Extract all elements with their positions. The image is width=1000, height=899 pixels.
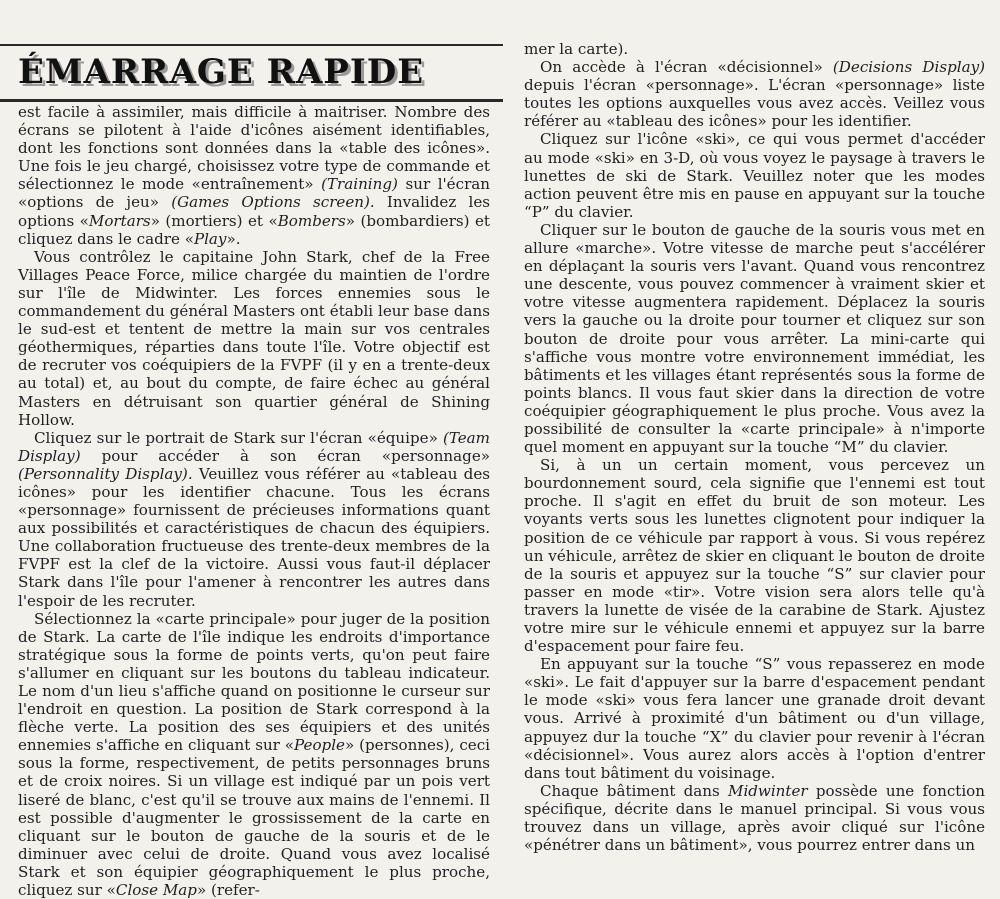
text-run: Cliquez sur le portrait de Stark sur l'écran «équipe» (34, 428, 443, 447)
text-run: pour accéder à son écran «personnage» (80, 446, 490, 465)
text-run: En appuyant sur la touche “S” vous repasserez en mode «ski». Le fait d'appuyer sur la barre d'espacement pendant le mode «ski» vous fera lancer une granade droit devant vous. Arrivé à proximité d'un bâtiment ou d'un village, appuyez dur la touche “X” du clavier pour revenir à l'écran «décisionnel». Vous aurez alors accès à l'option d'entrer dans tout bâtiment du voisinage. (524, 655, 985, 782)
italic-text: (Games Options screen). (171, 193, 375, 212)
text-run: Si, à un un certain moment, vous percevez un bourdonnement sourd, cela signifie que l'ennemi est tout proche. Il s'agit en effet du bruit de son moteur. Les voyants verts sous les lunettes clignotent pour indiquer la position de ce véhicule par rapport à vous. Si vous repérez un véhicule, arrêtez de skier en cliquant le bouton de droite de la souris et appuyez sur la touche “S” sur clavier pour passer en mode «tir». Votre vision sera alors telle qu'à travers la lunette de visée de la carabine de Stark. Ajustez votre mire sur le véhicule ennemi et appuyez sur la barre d'espacement pour faire feu. (524, 456, 985, 656)
paragraph (18, 429, 490, 610)
right-column (524, 40, 985, 854)
paragraph (18, 610, 490, 899)
left-column (18, 103, 490, 899)
italic-text: Play (193, 229, 227, 248)
italic-text: (Personnality Display). (18, 464, 193, 483)
italic-text: (Decisions Display) (832, 58, 985, 77)
text-run: Veuillez vous référer au «tableau des icônes» pour les identifier chacune. Tous les écrans «personnage» fournissent de précieuses informations quant aux possibilités et caractéristiques de chacun des équipiers. Une collaboration fructueuse des trente-deux membres de la FVPF est la clef de la victoire. Aussi vous faut-il déplacer Stark dans l'île pour l'amener à rencontrer les autres dans l'espoir de les recruter. (18, 464, 490, 610)
paragraph (524, 655, 985, 782)
paragraph (524, 456, 985, 655)
text-run: » (refer- (196, 881, 260, 899)
text-run: depuis l'écran «personnage». L'écran «personnage» liste toutes les options auxquelles vous avez accès. Veillez vous référer au «tableau des icônes» pour les identifier. (524, 76, 985, 131)
text-run: mer la carte). (524, 40, 629, 58)
text-run: Vous contrôlez le capitaine John Stark, chef de la Free Villages Peace Force, milice chargée du maintien de l'ordre sur l'île de Midwinter. Les forces ennemies sous le commandement du général Masters ont établi leur base dans le sud-est et tentent de mettre la main sur vos centrales géothermiques, réparties dans toute l'île. Votre objectif est de recruter vos coéquipiers de la FVPF (il y en a trente-deux au total) et, au bout du compte, de faire échec au général Masters en détruisant son quartier général de Shining Hollow. (18, 247, 490, 429)
text-run: » (mortiers) et « (150, 211, 278, 230)
paragraph (524, 221, 985, 456)
paragraph (18, 103, 490, 248)
page-title: ÉMARRAGE RAPIDE (18, 52, 425, 92)
italic-text: Bombers (277, 211, 346, 230)
paragraph (524, 130, 985, 220)
paragraph (524, 40, 985, 58)
text-run: Cliquez sur l'icône «ski», ce qui vous permet d'accéder au mode «ski» en 3-D, où vous voyez le paysage à travers le lunettes de ski de Stark. Veuillez noter que les modes action peuvent être mis en pause en appuyant sur la touche “P” du clavier. (524, 130, 985, 221)
text-run: Chaque bâtiment dans (540, 781, 728, 800)
text-run: ». (226, 229, 241, 248)
text-run: sur l'écran «options de jeu» (18, 175, 491, 212)
italic-text: (Training) (321, 175, 398, 194)
italic-text: Mortars (88, 211, 151, 230)
text-run: est facile à assimiler, mais difficile à maitriser. Nombre des écrans se pilotent à l'aide d'icônes aisément identifiables, dont les fonctions sont données dans la «table des icônes». Une fois le jeu chargé, choisissez votre type de commande et sélectionnez le mode «entraînement» (18, 103, 490, 194)
text-run: » (bombardiers) et cliquez dans le cadre « (18, 211, 490, 248)
italic-text: (Team Display) (18, 428, 490, 465)
text-run: » (personnes), ceci sous la forme, respectivement, de petits personnages bruns et de croix noires. Si un village est indiqué par un pois vert liseré de blanc, c'est qu'il se trouve aux mains de l'ennemi. Il est possible d'augmenter le grossissement de la carte en cliquant sur le bouton de gauche de la souris et de le diminuer avec celui de droite. Quand vous avez localisé Stark et son équipier géographiquement le plus proche, cliquez sur « (18, 736, 490, 899)
italic-text: Midwinter (727, 781, 808, 800)
italic-text: People (294, 736, 345, 755)
italic-text: Close Map (115, 881, 197, 899)
text-run: Cliquer sur le bouton de gauche de la souris vous met en allure «marche». Votre vitesse de marche peut s'accélérer en déplaçant la souris vers l'avant. Quand vous rencontrez une descente, vous pouvez commencer à vraiment skier et votre vitesse augmentera rapidement. Déplacez la souris vers la gauche ou la droite pour tourner et cliquez sur son bouton de droite pour vous arrêter. La mini-carte qui s'affiche vous montre votre environnement immédiat, les bâtiments et les villages étant représentés sous la forme de points blancs. Il vous faut skier dans la direction de votre coéquipier géographiquement le plus proche. Vous avez la possibilité de consulter la «carte principale» à n'importe quel moment en appuyant sur la touche “M” du clavier. (524, 220, 985, 457)
text-run: Sélectionnez la «carte principale» pour juger de la position de Stark. La carte de l'île indique les endroits d'importance stratégique sous la forme de points verts, qu'on peut faire s'allumer en cliquant sur les boutons du tableau indicateur. Le nom d'un lieu s'affiche quand on positionne le curseur sur l'endroit en question. La position de Stark correspond à la flèche verte. La position des ses équipiers et des unités ennemies s'affiche en cliquant sur « (18, 609, 490, 755)
text-run: On accède à l'écran «décisionnel» (540, 58, 833, 77)
paragraph (18, 248, 490, 429)
top-rule (0, 44, 503, 46)
title-rule (0, 99, 503, 102)
paragraph (524, 58, 985, 130)
paragraph (524, 782, 985, 854)
text-run: possède une fonction spécifique, décrite dans le manuel principal. Si vous vous trouvez dans un village, après avoir cliqué sur l'icône «pénétrer dans un bâtiment», vous pourrez entrer dans un (524, 781, 985, 855)
text-run: Invalidez les options « (18, 193, 490, 230)
